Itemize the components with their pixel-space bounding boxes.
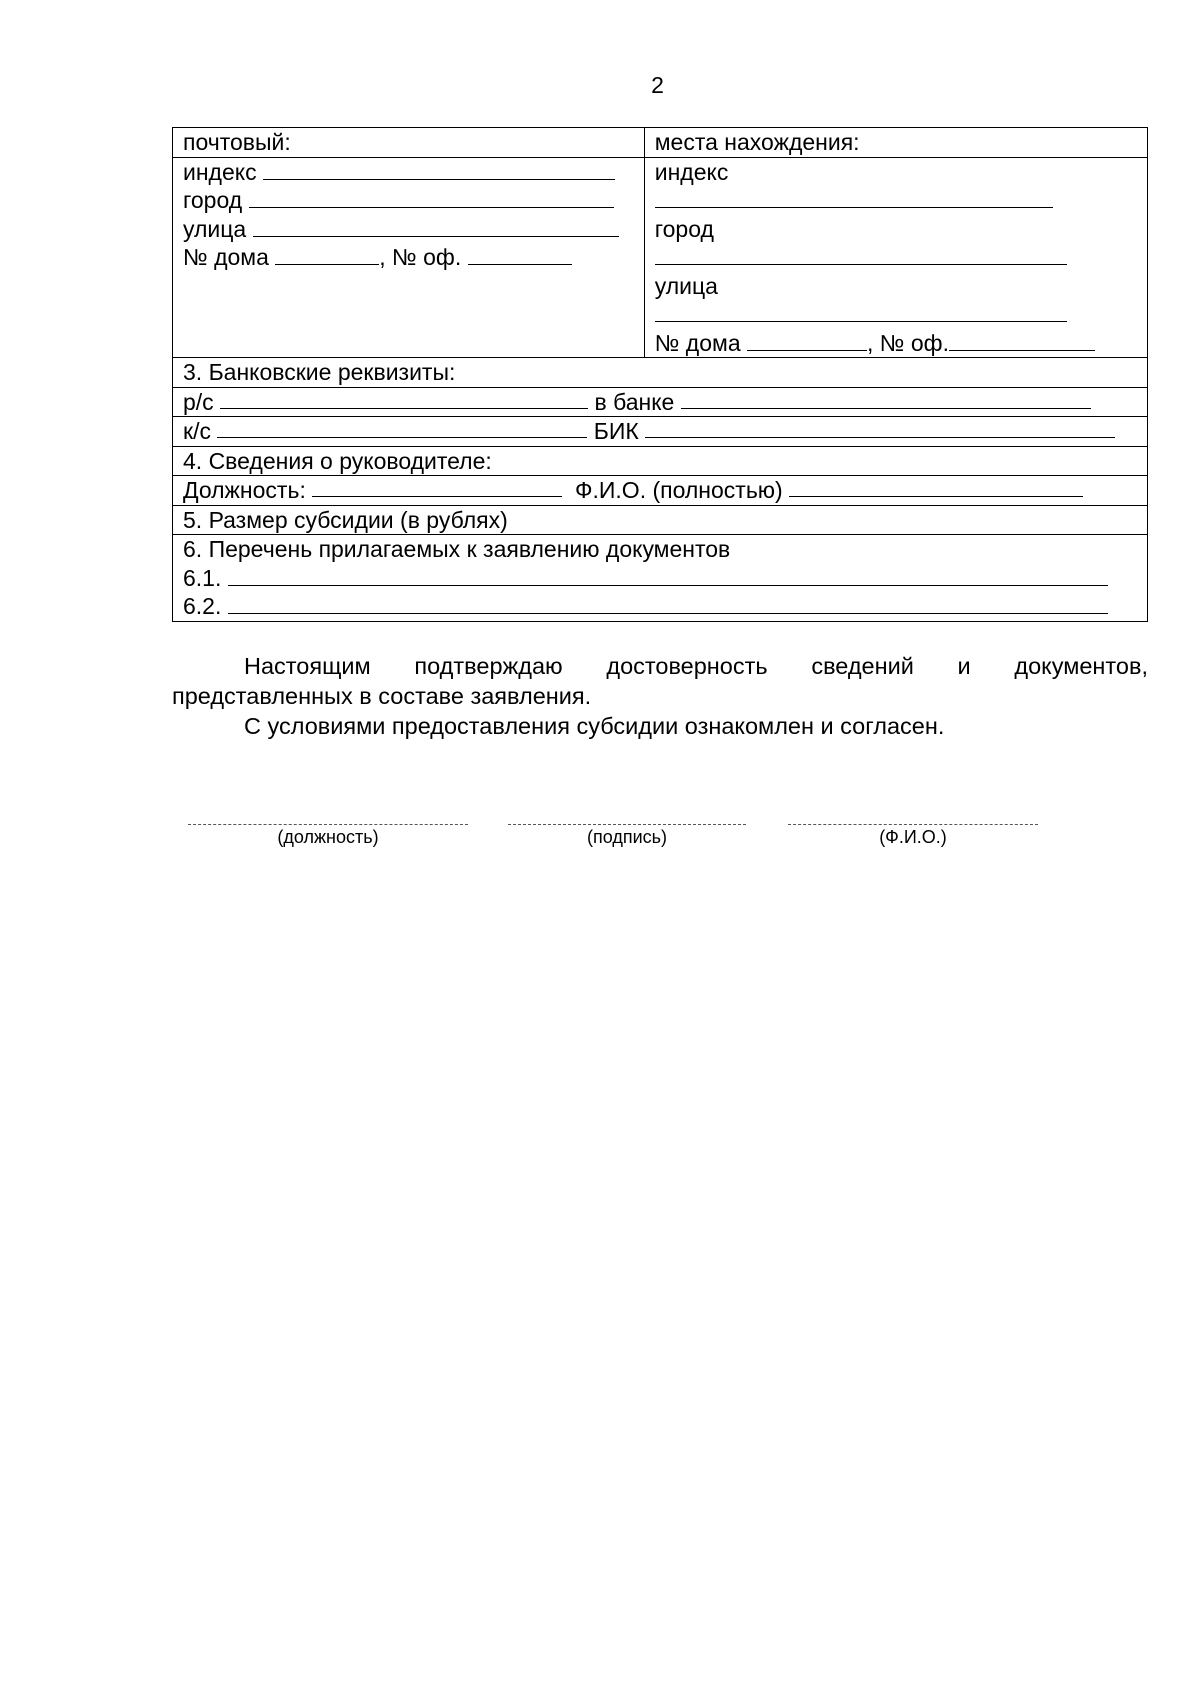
location-house-line [655,329,1137,358]
location-house-field[interactable] [747,330,867,351]
location-street-field[interactable] [655,301,1067,322]
location-city-line [655,243,1137,272]
bank-corr-line [183,417,1137,446]
postal-city-field[interactable] [249,187,614,208]
bik-label: БИК [593,418,639,444]
location-index-label: индекс [654,158,729,185]
corr-account-field[interactable] [217,417,587,438]
postal-index-label: индекс [183,158,257,185]
signature-line[interactable] [508,812,746,825]
application-form-table [172,127,1148,622]
document-item-1 [183,564,1137,593]
postal-index-line [183,158,634,187]
location-index-line [655,186,1137,215]
postal-office-label: , № оф. [379,244,462,270]
location-city-field[interactable] [655,244,1067,265]
documents-row [173,535,1148,622]
declaration-paragraph-1: Настоящим подтверждаю достоверность сведений и документов, представленных в составе заявления. [172,653,1148,709]
signature-block-signature [508,812,746,848]
subsidy-title: 5. Размер субсидии (в рублях) [173,505,1148,535]
bank-title: 3. Банковские реквизиты: [173,358,1148,388]
position-signature-line[interactable] [188,812,468,825]
document-item-1-field[interactable] [228,565,1108,586]
head-fields-line [183,476,1137,505]
location-index-field[interactable] [655,187,1053,208]
location-address-cell [644,157,1147,358]
position-caption: (должность) [277,827,379,847]
page-number: 2 [651,72,664,98]
postal-street-line [183,215,634,244]
document-item-2-field[interactable] [228,593,1108,614]
document-item-2 [183,592,1137,621]
bank-name-field[interactable] [681,388,1091,409]
bank-account-row [173,387,1148,417]
signature-block-name [788,812,1038,848]
account-label: р/с [183,388,214,415]
name-caption: (Ф.И.О.) [879,827,947,847]
location-office-field[interactable] [949,330,1095,351]
location-street-line [655,300,1137,329]
location-house-label: № дома [654,329,741,356]
bank-name-label: в банке [594,388,675,415]
bik-field[interactable] [645,417,1115,438]
location-office-label: , № оф. [867,329,949,356]
postal-house-line [183,243,634,272]
document-item-2-label: 6.2. [183,593,222,619]
head-title: 4. Сведения о руководителе: [173,446,1148,476]
address-header-row [173,128,1148,158]
bank-title-row [173,358,1148,388]
declaration-paragraph-2: С условиями предоставления субсидии ознакомлен и согласен. [244,713,945,739]
location-city-label: город [654,215,714,242]
postal-city-label: город [183,187,243,213]
location-address-title: места нахождения: [644,128,1147,158]
name-signature-line[interactable] [788,812,1038,825]
signature-block-position [188,812,468,848]
postal-city-line [183,186,634,215]
documents-title: 6. Перечень прилагаемых к заявлению документов [183,536,731,562]
full-name-field[interactable] [789,476,1083,497]
postal-house-label: № дома [183,244,269,270]
subsidy-row [173,505,1148,535]
postal-address-title: почтовый: [173,128,645,158]
address-fields-row [173,157,1148,358]
corr-account-label: к/с [183,418,211,444]
location-street-label: улица [654,272,718,299]
position-field[interactable] [312,476,562,497]
signature-caption: (подпись) [586,827,668,847]
postal-house-field[interactable] [275,244,379,265]
account-field[interactable] [220,388,588,409]
position-label: Должность: [183,477,306,503]
postal-street-field[interactable] [253,216,619,237]
postal-office-field[interactable] [468,244,572,265]
postal-address-cell [173,157,645,358]
full-name-label: Ф.И.О. (полностью) [575,477,783,503]
bank-corr-row [173,417,1148,447]
head-title-row [173,446,1148,476]
postal-street-label: улица [183,215,247,242]
postal-index-field[interactable] [263,159,615,180]
head-fields-row [173,476,1148,506]
document-item-1-label: 6.1. [183,564,222,591]
bank-account-line [183,388,1137,417]
